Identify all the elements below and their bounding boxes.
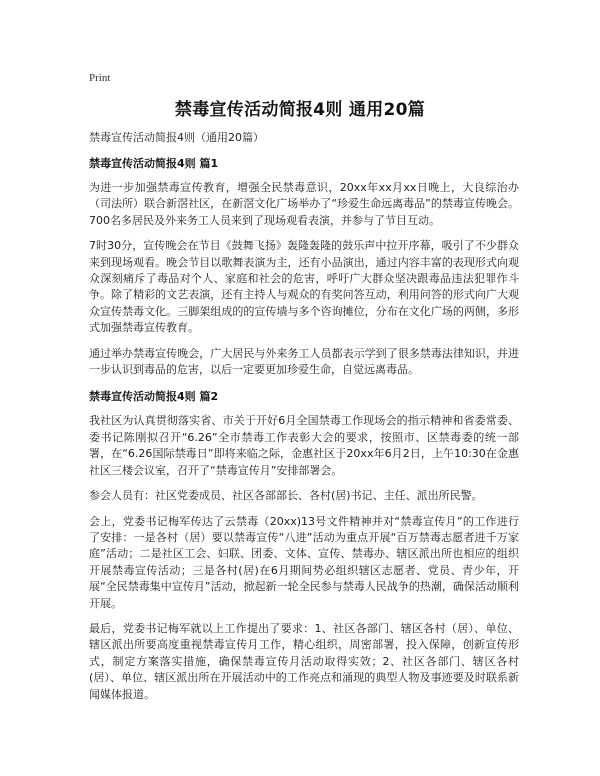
print-label[interactable]: Print bbox=[89, 72, 111, 84]
paragraph: 会上，党委书记梅军传达了云禁毒（20xx)13号文件精神并对“禁毒宣传月”的工作进行了安排：一是各村（居）要以禁毒宣传“八进”活动为重点开展“百万禁毒志愿者进千万家庭”活动；二是社区工会、妇联、团委、文体、宣传、禁毒办、辖区派出所也相应的组织开展禁毒宣传活动；三是各村(居)在6月期间势必组织辖区志愿者、党员、青少年，开展“全民禁毒集中宣传月”活动，掀起新一轮全民参与禁毒人民战争的热潮，确保活动顺利开展。 bbox=[89, 514, 519, 610]
section-heading-2: 禁毒宣传活动简报4则 篇2 bbox=[89, 390, 219, 404]
paragraph: 7时30分，宣传晚会在节目《鼓舞飞扬》轰隆轰隆的鼓乐声中拉开序幕，吸引了不少群众来到现场观看。晚会节目以歌舞表演为主，还有小品演出，通过内容丰富的表现形式向观众深刻痛斥了毒品对个人、家庭和社会的危害，呼吁广大群众坚决跟毒品违法犯罪作斗争。除了精彩的文艺表演，还有主持人与观众的有奖问答互动，利用问答的形式向广大观众宣传禁毒文化。三脚架组成的的宣传墙与多个咨询摊位，分布在文化广场的两侧，多形式加强禁毒宣传教育。 bbox=[89, 239, 519, 335]
document-title: 禁毒宣传活动简报4则 通用20篇 bbox=[174, 100, 426, 120]
paragraph: 通过举办禁毒宣传晚会，广大居民与外来务工人员都表示学到了很多禁毒法律知识，并进一步认识到毒品的危害，以后一定要更加珍爱生命，自觉远离毒品。 bbox=[89, 346, 519, 377]
paragraph: 参会人员有：社区党委成员、社区各部部长、各村(居)书记、主任、派出所民警。 bbox=[89, 489, 483, 503]
document-subtitle: 禁毒宣传活动简报4则（通用20篇） bbox=[89, 131, 264, 144]
paragraph: 最后，党委书记梅军就以上工作提出了要求：1、社区各部门、辖区各村（居）、单位、辖区派出所要高度重视禁毒宣传月工作，精心组织，周密部署，投入保障，创新宣传形式，制定方案落实措施，确保禁毒宣传月活动取得实效；2、社区各部门、辖区各村(居）、单位、辖区派出所在开展活动中的工作亮点和涌现的典型人物及事迹要及时联系新闻媒体报道。 bbox=[89, 621, 519, 701]
document-body bbox=[89, 130, 519, 712]
paragraph: 我社区为认真贯彻落实省、市关于开好6月全国禁毒工作现场会的指示精神和省委常委、委书记陈刚拟召开“6.26”全市禁毒工作表彰大会的要求，按照市、区禁毒委的统一部署，在“6.26国际禁毒日”即将来临之际，金惠社区于20xx年6月2日，上午10:30在金惠社区三楼会议室，召开了“禁毒宣传月”安排部署会。 bbox=[89, 414, 519, 477]
section-heading-1: 禁毒宣传活动简报4则 篇1 bbox=[89, 157, 219, 170]
paragraph: 为进一步加强禁毒宣传教育，增强全民禁毒意识，20xx年xx月xx日晚上，大良综治办（司法所）联合新滘社区，在新滘文化广场举办了“珍爱生命远离毒品”的禁毒宣传晚会。700名多居民及外来务工人员来到了现场观看表演，并参与了节目互动。 bbox=[89, 181, 519, 227]
